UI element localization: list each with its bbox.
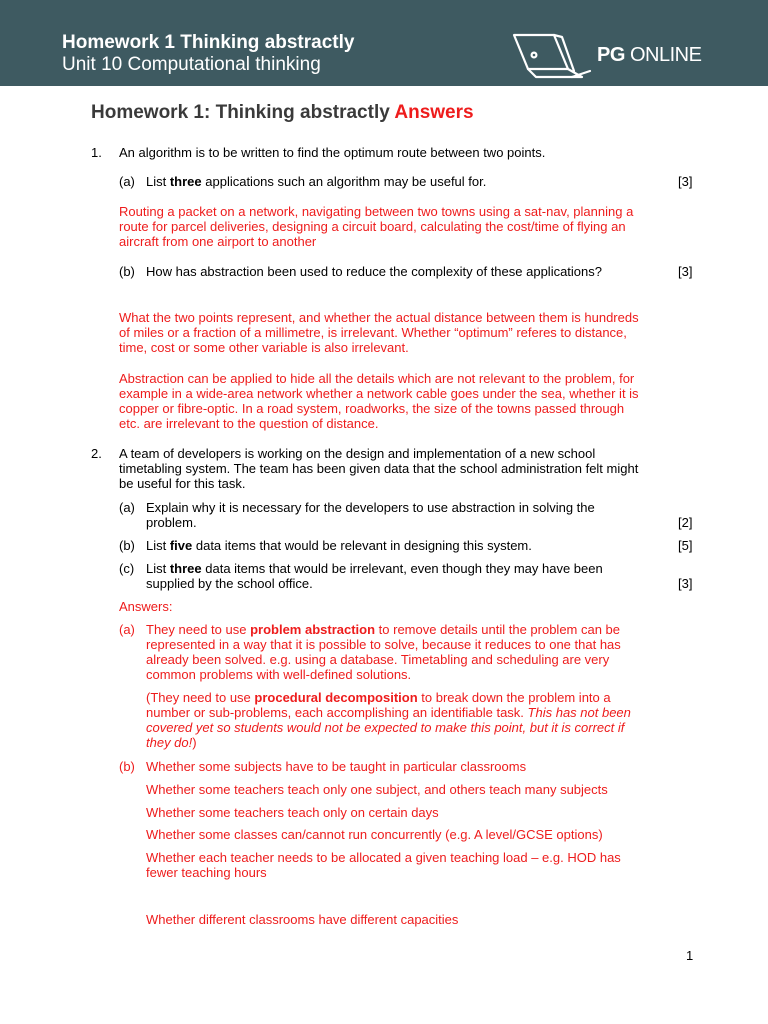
q2c-label: (c) [119, 561, 135, 576]
page-number: 1 [686, 948, 694, 963]
q2a-label: (a) [119, 500, 135, 515]
q2a-answer-line: represented in a way that it is possible to solve, because it reduces to one that has [146, 637, 621, 652]
title-answers-label: Answers [394, 102, 474, 123]
q2a-answer-line: number or sub-problems, each accomplishing an identifiable task. This has not been [146, 705, 631, 720]
q1b-answer-line: etc. are irrelevant to the question of distance. [119, 416, 379, 431]
q2b-answer-item: fewer teaching hours [146, 865, 267, 880]
q2c-text-line: supplied by the school office. [146, 576, 313, 591]
q2b-answer-item: Whether some teachers teach only on certain days [146, 805, 439, 820]
q2a-answer-line: already been solved. e.g. using a database. Timetabling and scheduling are very [146, 652, 610, 667]
q2b-text: List five data items that would be relevant in designing this system. [146, 538, 532, 553]
q2b-answer-item: Whether some classes can/cannot run concurrently (e.g. A level/GCSE options) [146, 827, 603, 842]
q1a-text: List three applications such an algorithm may be useful for. [146, 174, 487, 189]
header-subtitle: Unit 10 Computational thinking [62, 54, 321, 75]
q2a-answer-line: common problems with well-defined solutions. [146, 667, 412, 682]
q1b-answer-line: example in a wide-area network whether a network cable goes under the sea, whether it is [119, 386, 639, 401]
q1b-answer-line: What the two points represent, and whether the actual distance between them is hundreds [119, 310, 639, 325]
q1a-answer-line: Routing a packet on a network, navigating between two towns using a sat-nav, planning a [119, 204, 634, 219]
q1b-marks: [3] [678, 264, 693, 279]
q2b-answer-item: Whether different classrooms have different capacities [146, 912, 459, 927]
q2b-label: (b) [119, 538, 135, 553]
q2a-answer-line: they do!) [146, 735, 197, 750]
q2b-marks: [5] [678, 538, 693, 553]
q2c-text-line: List three data items that would be irrelevant, even though they may have been [146, 561, 603, 576]
q2b-answer-item: Whether some teachers teach only one subject, and others teach many subjects [146, 782, 608, 797]
q2a-text-line: Explain why it is necessary for the developers to use abstraction in solving the [146, 500, 595, 515]
q1-number: 1. [91, 145, 102, 160]
q2-text-line: be useful for this task. [119, 476, 246, 491]
q2a-text-line: problem. [146, 515, 197, 530]
q1b-answer-line: of miles or a fraction of a millimetre, is irrelevant. Whether “optimum” referes to distance, [119, 325, 627, 340]
q1a-marks: [3] [678, 174, 693, 189]
q2-text-line: A team of developers is working on the design and implementation of a new school [119, 446, 596, 461]
document-title: Homework 1: Thinking abstractly Answers [91, 102, 474, 123]
q1b-answer-line: copper or fibre-optic. In a road system, roadworks, the size of the towns passed through [119, 401, 625, 416]
q1a-label: (a) [119, 174, 135, 189]
q2c-marks: [3] [678, 576, 693, 591]
laptop-logo-icon [510, 31, 592, 79]
q2a-marks: [2] [678, 515, 693, 530]
header-banner [0, 0, 768, 86]
q2a-answer-label: (a) [119, 622, 135, 637]
answers-heading: Answers: [119, 599, 173, 614]
q1b-text: How has abstraction been used to reduce the complexity of these applications? [146, 264, 602, 279]
q2b-answer-item: Whether each teacher needs to be allocated a given teaching load – e.g. HOD has [146, 850, 621, 865]
q1b-label: (b) [119, 264, 135, 279]
q1-text: An algorithm is to be written to find the optimum route between two points. [119, 145, 546, 160]
q1b-answer-line: time, cost or some other variable is also irrelevant. [119, 340, 409, 355]
q2b-answer-item: Whether some subjects have to be taught in particular classrooms [146, 759, 527, 774]
brand-logo-text: PG ONLINE [597, 44, 702, 66]
q2a-answer-line: (They need to use procedural decomposition to break down the problem into a [146, 690, 611, 705]
q2a-answer-line: They need to use problem abstraction to remove details until the problem can be [146, 622, 621, 637]
header-title: Homework 1 Thinking abstractly [62, 32, 355, 53]
q1a-answer-line: route for parcel deliveries, designing a circuit board, calculating the cost/time of flying an [119, 219, 626, 234]
q2-text-line: timetabling system. The team has been given data that the school administration felt might [119, 461, 639, 476]
q2-number: 2. [91, 446, 102, 461]
q2b-answer-label: (b) [119, 759, 135, 774]
q1b-answer-line: Abstraction can be applied to hide all the details which are not relevant to the problem, for [119, 371, 635, 386]
q1a-answer-line: aircraft from one airport to another [119, 234, 317, 249]
q2a-answer-line: covered yet so students would not be expected to make this point, but it is correct if [146, 720, 625, 735]
